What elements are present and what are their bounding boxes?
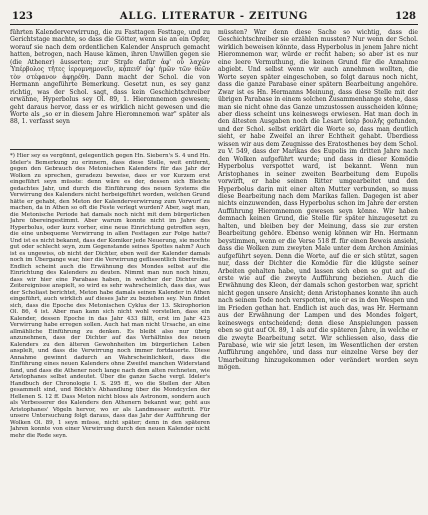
right-column [218, 29, 418, 439]
right-main-text: müssten? War denn diese Sache so wichtig, dass die Geschichtschreiber sie erzählen mussten? Nur wenn der Schol. wirklich beweisen könnte, dass Hyperbolus in jenem Jahre nicht Hieromnemon war, würde er recht haben; so aber ist es nur eine leere Vermuthung, die keinen Grund für die Annahme abgiebt. Und selbst wenn wir auch annehmen wollten, die Worte seyen später eingeschoben, so folgt daraus noch nicht, dass die ganze Parabase einer spätern Bearbeitung angehöre. Zwar ist es Hn. Hermanns Meinung, dass diese Stelle mit der übrigen Parabase in einem solchen Zusammenhange stehe, dass man sie nicht ohne das Ganze umzustossen ausscheiden könne; aber diess scheint uns keineswegs erwiesen. Hat man doch in den ältesten Ausgaben noch die Lesart ὑπὲρ βουλῆς gefunden, und der Schol. selbst erklärt die Worte so, dass man deutlich sieht, er habe Zweifel an ihrer Echtheit gehabt. Überdiess wissen wir aus dem Zeugnisse des Eratosthenes bey dem Schol. zu V. 549, dass der Marikas des Eupolis im dritten Jahre nach den Wolken aufgeführt wurde; und dass in dieser Komödie Hyperbolus verspottet ward, ist bekannt. Wenn nun Aristophanes in seiner zweiten Bearbeitung dem Eupolis vorwirft, er habe seinen Ritter umgearbeitet und den Hyperbolus darin mit einer alten Mutter verbunden, so muss diese Bearbeitung nach dem Marikas fallen. Dagegen ist aber nichts einzuwenden, dass Hyperbolus schon im Jahre der ersten Aufführung Hieromnemon gewesen seyn könne. Wir haben demnach keinen Grund, die Stelle für später hinzugesetzt zu halten, und bleiben bey der Meinung, dass sie zur ersten Bearbeitung gehöre. Ebenso wenig können wir Hn. Hermann beystimmen, wenn er die Verse 518 ff. für einen Beweis ansieht, dass die Wolken zum zweyten Male unter dem Archon Aminias aufgeführt seyen. Denn die Worte, auf die er sich stützt, sagen nur, dass der Dichter die Komödie für die klügste seiner Arbeiten gehalten habe, und lassen sich eben so gut auf die erste wie auf die zweyte Aufführung beziehen. Auch die Erwähnung des Kleon, der damals schon gestorben war, spricht nicht gegen unsere Ansicht; denn Aristophanes konnte ihn auch nach seinem Tode noch verspotten, wie er es in den Wespen und im Frieden gethan hat. Endlich ist auch das, was Hr. Hermann aus der Erwähnung der Lampen und des Mondes folgert, keineswegs entscheidend; denn diese Anspielungen passen eben so gut auf Ol. 89, 1 als auf die späteren Jahre, in welche er die zweyte Bearbeitung setzt. Wir schliessen also, dass die Parabase, wie wir sie jetzt lesen, im Wesentlichen der ersten Aufführung angehöre, und dass nur einzelne Verse bey der Umarbeitung hinzugekommen oder verändert worden seyn mögen. [218, 29, 418, 372]
footnote-text: *) Hier sey es vergönnt, gelegentlich gegen Hn. Siebern's S. 4 und Hn. Ideler's Bemerkung zu erinnern, dass diese Stelle, weit entfernt, gegen den Gebrauch des Metonischen Kalenders für das Jahr der Wolken zu sprechen, geradezu beweise, dass er vor Kurzem erst eingeführt seyn müsste: denn wäre es der, dessen sich Bleiche gedachtes Jahr, und durch die Einführung des neuen Systems die Verwirrung des Kalenders nicht herbeigeführt worden, welchen Grund hätte er gehabt, den Meton der Kalenderverwirrung zum Vorwurf zu machen, da in Athen so oft die Feste verlegt wurden? Aber, sagt man, die Metonische Periode hat damals noch nicht mit dem bürgerlichen Jahre übereingestimmt. Aber warum konnte nicht im Jahre des Hyperbolus, oder kurz vorher, eine neue Einrichtung getroffen seyn, die eine unbequeme Verwirrung in allen Festtagen zur Folge hatte? Und ist es nicht bekannt, dass der Komiker jede Neuerung, sie mochte gut oder schlecht seyn, zum Gegenstande seines Spottes nahm? Auch ist es ungewiss, ob nicht der Dichter, eben weil der Kalender damals noch im Übergange war, hier die Verwirrung geflissentlich übertreibe. Endlich scheint auch die Erwähnung des Mondes selbst auf die Einrichtung des Kalenders zu deuten. Nimmt man nun noch hinzu, dass wir hier eine Parabase haben, in welcher der Dichter auf Zeitereignisse anspielt, so wird es sehr wahrscheinlich, dass das, was der Scholiast berichtet, Meton habe damals seinen Kalender in Athen eingeführt, auch wirklich auf dieses Jahr zu beziehen sey. Nun findet sich, dass die Epoche des Metonischen Cyklus der 13. Skirophorion Ol. 86, 4 ist. Aber man kann sich nicht wohl vorstellen, dass ein Kalender, dessen Epoche in das Jahr 433 fällt, erst im Jahr 423 Verwirrung habe erregen sollen. Auch hat man nicht Ursache, an eine allmähliche Einführung zu denken. Es bleibt also nur übrig anzunehmen, dass der Dichter auf das Verhältniss des neuen Kalenders zu den älteren Gewohnheiten im bürgerlichen Leben ansplelt, und dass die Verwirrung noch immer fortdauerte. Diese Annahme gewinnt dadurch an Wahrscheinlichkeit, dass die Einführung eines neuen Kalenders ohne Zweifel manchen Widerstand fand, und dass die Athener noch lange nach dem alten rechneten, wie Aristophanes selbst andeutet. Über die ganze Sache vergl. Ideler's Handbuch der Chronologie I. S. 295 ff., wo die Stellen der Alten gesammelt sind, und Böckh's Abhandlung über die Mondcyclen der Hellenen S. 12 ff. Dass Meton nicht bloss als Astronom, sondern auch als Verbesserer des Kalenders den Athenern bekannt war, geht aus Aristophanes' Vögeln hervor, wo er als Landmesser auftritt. Für unsere Untersuchung folgt daraus, dass das Jahr der Aufführung der Wolken Ol. 89, 1 seyn müsse, nicht später; denn in den späteren Jahren konnte von einer Verwirrung durch den neuen Kalender nicht mehr die Rede seyn. [10, 153, 210, 439]
journal-title: ALLG. LITERATUR - ZEITUNG [119, 11, 309, 22]
page-number-right: 128 [395, 11, 416, 22]
text-columns [10, 29, 418, 439]
page-number-left: 123 [12, 11, 33, 22]
left-column [10, 29, 210, 439]
page-header [10, 6, 418, 22]
header-rule [10, 24, 418, 25]
left-main-text: führten Kalenderverwirrung, die zu Fasttagen Festtage, und zu Gerichtstage machte, so dass die Götter, wenn sie an ein Opfer, worauf sie nach dem ordentlichen Kalender Anspruch gemacht hatten, betrogen, nach Hause kämen, ihren Unwillen gegen sie (die Athener) äusserten; zur Strafe dafür ἀφ' οὗ λαχὼν Ὑπέρβολος τῆτες ἱερομνημονεῖν, κᾆπειθ' ὑφ' ἡμῶν τῶν θεῶν τὸν στέφανον ἀφῃρέθη. Dann macht der Schol. die von Hermann angeführte Bemerkung. Gesetzt nun, es sey ganz richtig, was der Schol. sagt, dass kein Geschichtschreiber erwähne, Hyperbolus sey Ol. 89, 1. Hieromnemon gewesen; geht daraus hervor, dass er es wirklich nicht gewesen und die Worte als „so er in diesem Jahre Hieromnemon war" später als 88, 1. verfasst seyn [10, 29, 210, 126]
footnote-rule [10, 149, 210, 150]
